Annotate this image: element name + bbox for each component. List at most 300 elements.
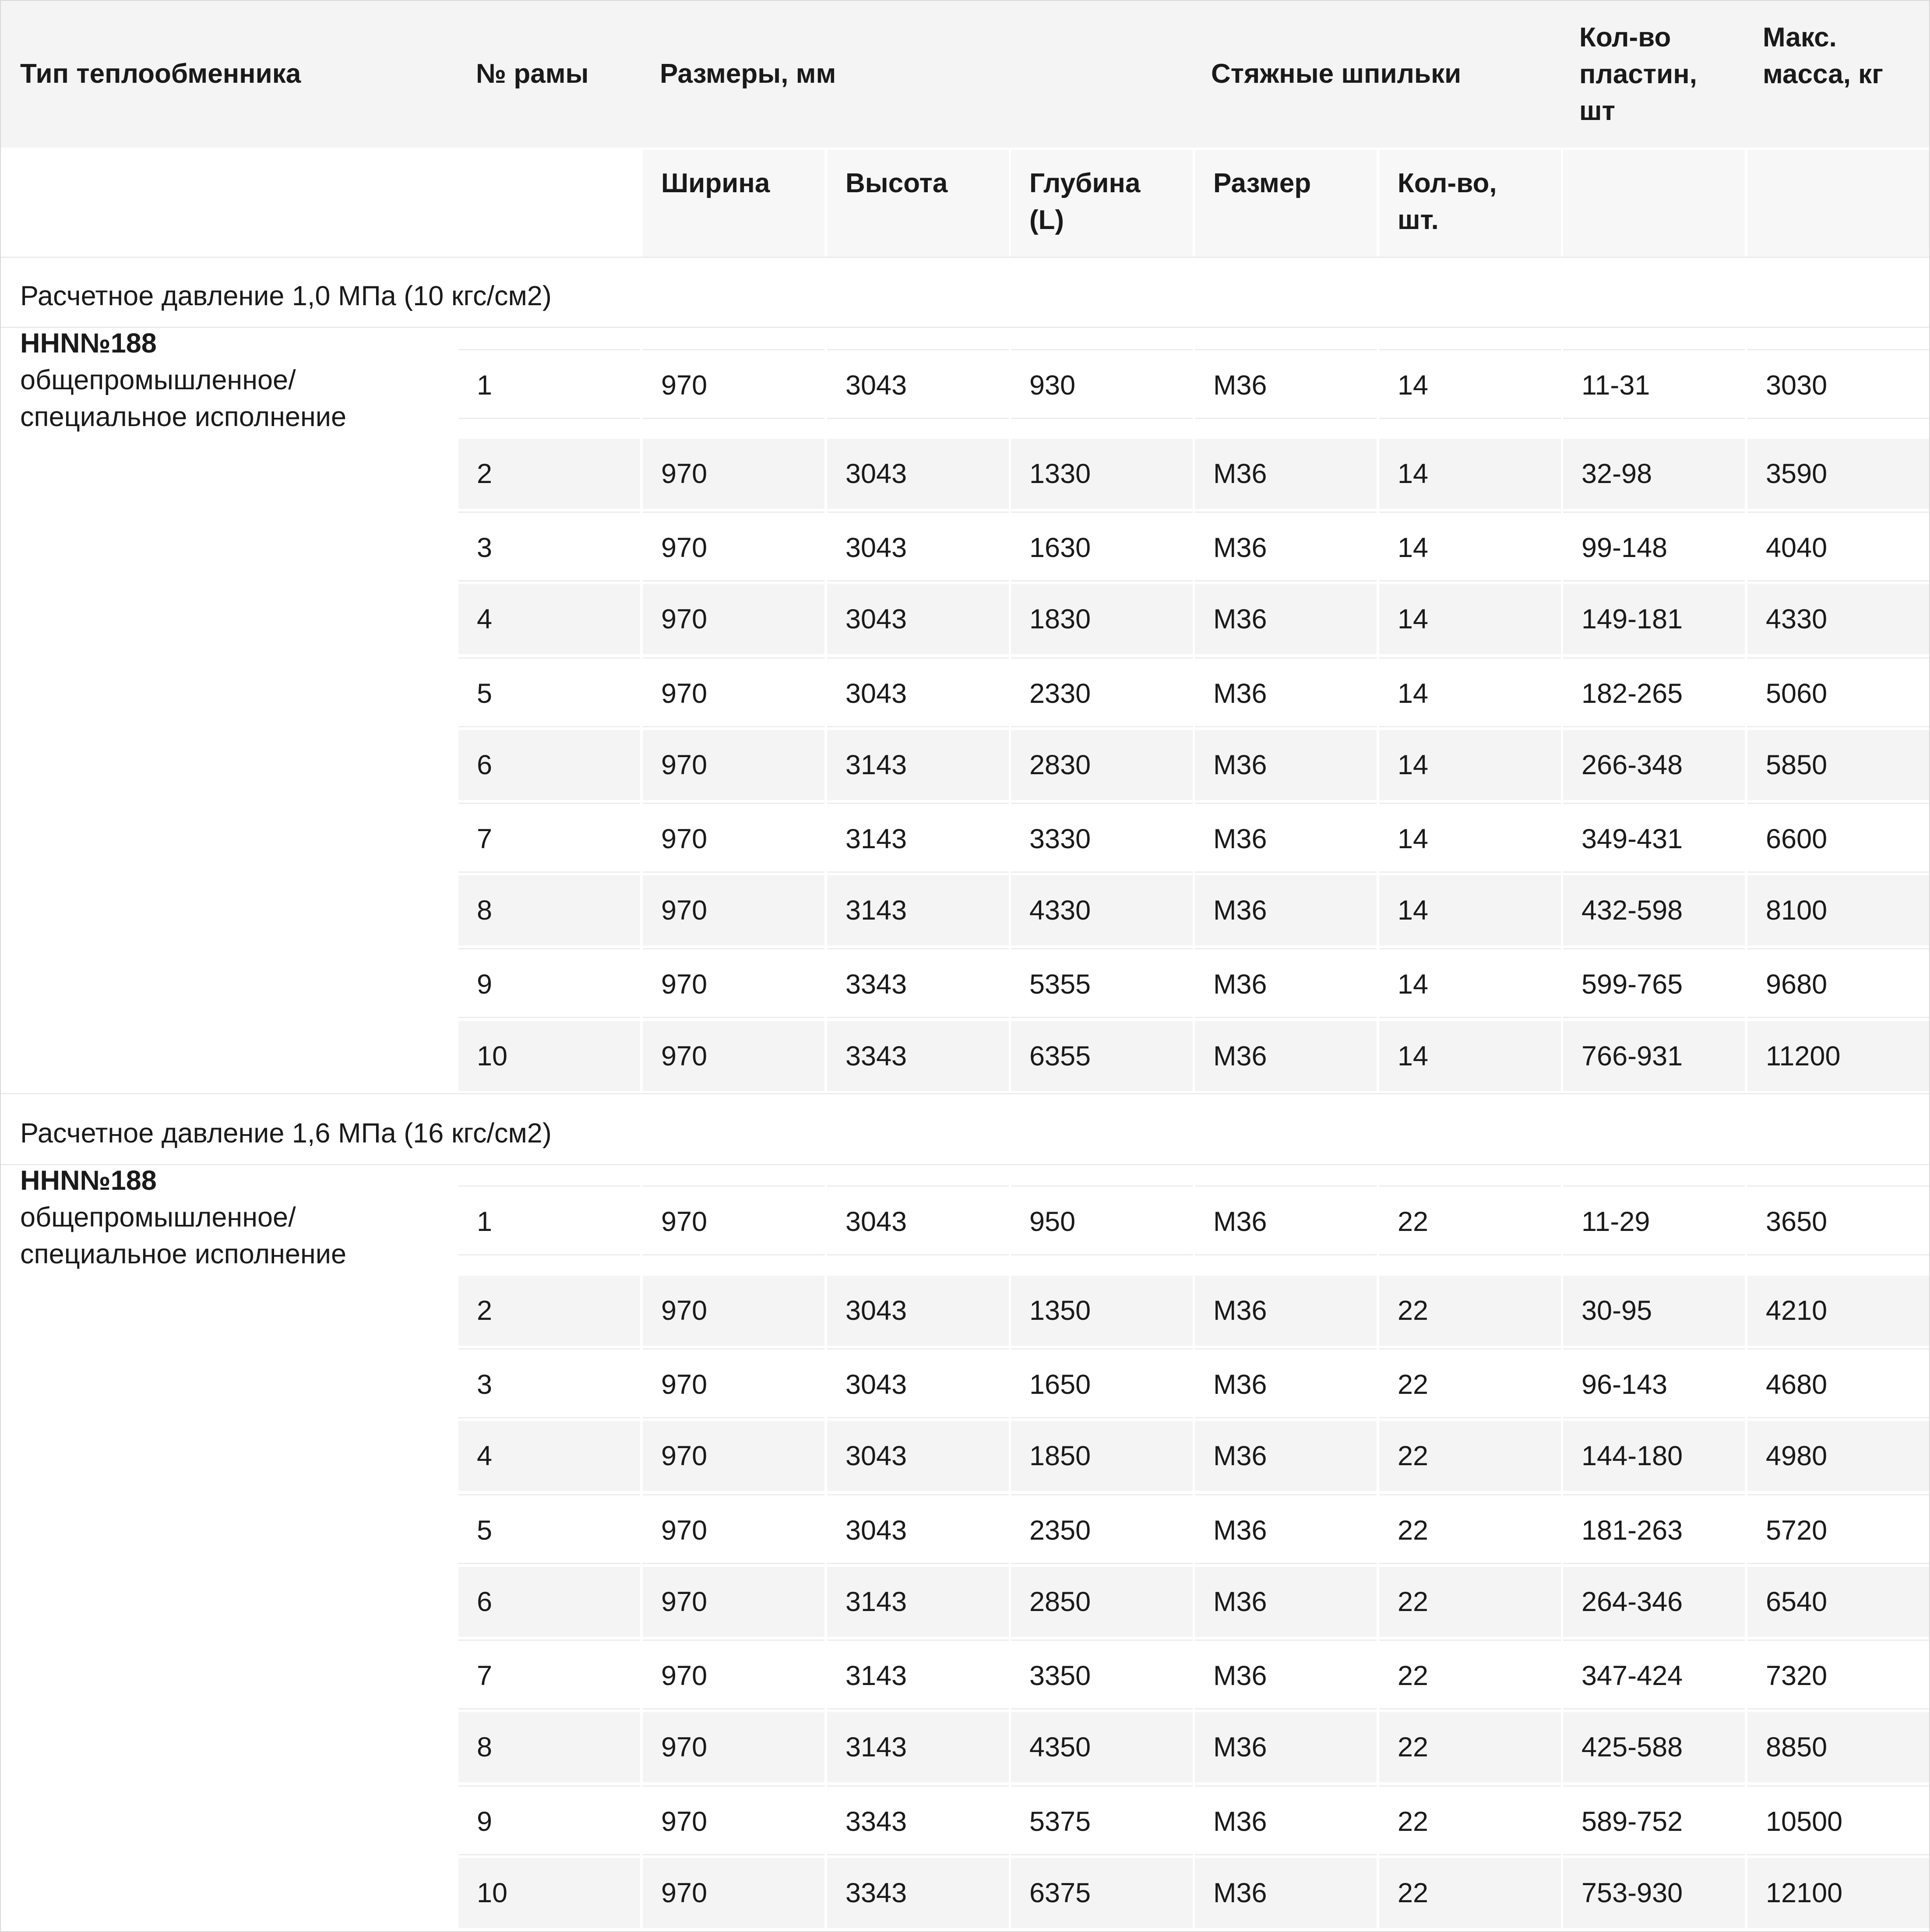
col-header-type: Тип теплообменника (20, 59, 301, 89)
cell-value: M36 (1213, 1806, 1267, 1837)
cell-value: M36 (1213, 1369, 1267, 1400)
cell-value: 11-29 (1581, 1206, 1650, 1237)
table-cell (458, 1858, 640, 1928)
table-cell (1195, 948, 1377, 1018)
table-cell (1563, 875, 1745, 945)
table-cell (1563, 657, 1745, 727)
cell-value: 22 (1398, 1206, 1429, 1237)
table-cell (1563, 1858, 1745, 1928)
col-subheader-height-text (845, 165, 947, 202)
table-cell (1563, 584, 1745, 654)
cell-value: 930 (1029, 370, 1076, 401)
table-cell (1195, 511, 1377, 582)
table-cell (827, 1639, 1009, 1710)
plates-count-line-1: Кол-во (1579, 22, 1671, 53)
cell-value: 3343 (845, 1878, 907, 1908)
cell-value: 14 (1398, 750, 1429, 780)
cell-value: 3043 (845, 1441, 907, 1471)
cell-value: 9680 (1766, 969, 1828, 1000)
table-cell (827, 730, 1009, 800)
max-mass-line-2: масса, кг (1763, 59, 1884, 89)
table-cell (827, 349, 1009, 419)
col-subheader-depth-text (1029, 165, 1140, 239)
cell-value: 14 (1398, 532, 1429, 563)
table-cell (1563, 803, 1745, 873)
cell-value: 1630 (1029, 532, 1091, 563)
table-cell (1379, 1421, 1561, 1491)
table-cell (1563, 948, 1745, 1018)
table-cell (1379, 657, 1561, 727)
cell-value: 3143 (845, 750, 907, 780)
cell-value: 970 (661, 458, 708, 489)
cell-value: 6 (477, 1586, 493, 1617)
table-cell (1011, 584, 1193, 654)
cell-value: 9 (477, 1806, 493, 1837)
col-subheader-depth-line-1: Глубина (1029, 168, 1141, 198)
table-cell (827, 657, 1009, 727)
cell-value: M36 (1213, 750, 1267, 780)
cell-value: 970 (661, 532, 708, 563)
cell-value: M36 (1213, 458, 1267, 489)
cell-value: 32-98 (1581, 458, 1652, 489)
exchanger-type-sub-line-1: общепромышленное/ (20, 365, 296, 395)
table-cell (458, 1276, 640, 1346)
cell-value: 10500 (1766, 1806, 1843, 1837)
cell-value: 3650 (1766, 1206, 1828, 1237)
exchanger-type-sub-line-1: общепромышленное/ (20, 1202, 296, 1233)
table-cell (1195, 1858, 1377, 1928)
table-cell (1747, 948, 1929, 1018)
table-cell (1011, 1421, 1193, 1491)
table-cell (1011, 349, 1193, 419)
cell-value: 181-263 (1581, 1515, 1683, 1546)
table-cell (458, 439, 640, 509)
cell-value: 11-31 (1581, 370, 1650, 401)
table-cell (643, 657, 824, 727)
cell-value: 970 (661, 750, 708, 780)
cell-value: 970 (661, 895, 708, 926)
cell-value: 11200 (1766, 1041, 1841, 1072)
cell-value: 2 (477, 458, 493, 489)
cell-value: 2 (477, 1295, 493, 1326)
table-cell (1379, 1185, 1561, 1255)
table-cell (1563, 1785, 1745, 1855)
table-cell (1563, 1712, 1745, 1782)
table-cell (1195, 439, 1377, 509)
cell-value: M36 (1213, 824, 1267, 854)
cell-value: 1330 (1029, 458, 1091, 489)
table-cell (643, 584, 824, 654)
table-cell (1747, 1276, 1929, 1346)
col-subheader-height-line-1: Высота (845, 168, 948, 198)
cell-value: 3143 (845, 1586, 907, 1617)
table-cell (1747, 730, 1929, 800)
cell-value: 10 (477, 1878, 508, 1908)
cell-value: 5850 (1766, 750, 1828, 780)
cell-value: 1 (477, 1206, 493, 1237)
table-cell (1747, 657, 1929, 727)
cell-value: 3343 (845, 969, 907, 1000)
cell-value: 1830 (1029, 604, 1091, 635)
cell-value: M36 (1213, 969, 1267, 1000)
table-cell (458, 1348, 640, 1418)
col-subheader-height (827, 150, 1009, 257)
table-cell (827, 584, 1009, 654)
table-cell (1379, 730, 1561, 800)
cell-value: 22 (1398, 1515, 1429, 1546)
cell-value: 3143 (845, 1732, 907, 1763)
cell-value: 144-180 (1581, 1441, 1683, 1471)
cell-value: 1650 (1029, 1369, 1091, 1400)
cell-value: 22 (1398, 1661, 1429, 1691)
exchanger-type-title: HHN№188 (20, 328, 157, 359)
cell-value: M36 (1213, 1295, 1267, 1326)
cell-value: M36 (1213, 1732, 1267, 1763)
cell-value: 5355 (1029, 969, 1091, 1000)
cell-value: M36 (1213, 895, 1267, 926)
cell-value: 753-930 (1581, 1878, 1683, 1908)
table-cell (1563, 511, 1745, 582)
col-subheader-qty (1379, 150, 1561, 257)
table-cell (1195, 1421, 1377, 1491)
cell-value: 3143 (845, 895, 907, 926)
table-cell (1011, 1639, 1193, 1710)
cell-value: 970 (661, 678, 708, 709)
col-subheader-empty-plates (1563, 150, 1745, 257)
cell-value: 3043 (845, 1295, 907, 1326)
table-cell (1011, 803, 1193, 873)
col-header-dimensions: Размеры, мм (660, 59, 836, 89)
cell-value: 3590 (1766, 458, 1828, 489)
table-cell (643, 1348, 824, 1418)
cell-value: 8 (477, 895, 493, 926)
table-cell (1195, 1567, 1377, 1637)
table-cell (827, 948, 1009, 1018)
cell-value: 8 (477, 1732, 493, 1763)
cell-value: 4 (477, 1441, 493, 1471)
table-cell (643, 511, 824, 582)
col-subheader-width-line-1: Ширина (661, 168, 770, 198)
table-cell (1379, 1639, 1561, 1710)
cell-value: 2330 (1029, 678, 1091, 709)
col-subheader-width (643, 150, 824, 257)
table-cell (1011, 875, 1193, 945)
cell-value: 970 (661, 1806, 708, 1837)
cell-value: 3043 (845, 458, 907, 489)
table-cell (643, 349, 824, 419)
cell-value: 3 (477, 1369, 493, 1400)
exchanger-type-1 (20, 325, 346, 435)
cell-value: 3143 (845, 1661, 907, 1691)
table-cell (643, 1276, 824, 1346)
cell-value: 970 (661, 604, 708, 635)
table-cell (458, 730, 640, 800)
header-divider (1, 257, 1929, 258)
cell-value: 3343 (845, 1806, 907, 1837)
table-cell (458, 1185, 640, 1255)
table-cell (1747, 803, 1929, 873)
table-cell (1195, 584, 1377, 654)
table-cell (1563, 1639, 1745, 1710)
cell-value: 7 (477, 824, 493, 854)
table-cell (458, 657, 640, 727)
table-cell (458, 803, 640, 873)
table-cell (1747, 511, 1929, 582)
table-cell (1195, 1639, 1377, 1710)
table-cell (827, 511, 1009, 582)
exchanger-type-title: HHN№188 (20, 1165, 157, 1196)
table-cell (1011, 439, 1193, 509)
table-cell (827, 1785, 1009, 1855)
table-cell (643, 948, 824, 1018)
table-cell (1563, 1021, 1745, 1091)
table-cell (458, 584, 640, 654)
cell-value: 3043 (845, 1369, 907, 1400)
section-label-2: Расчетное давление 1,6 МПа (16 кгс/см2) (20, 1118, 552, 1149)
cell-value: 5720 (1766, 1515, 1828, 1546)
cell-value: 8850 (1766, 1732, 1828, 1763)
col-subheader-depth-line-2: (L) (1029, 205, 1064, 235)
table-cell (1011, 1858, 1193, 1928)
cell-value: 22 (1398, 1586, 1429, 1617)
table-cell (1011, 1567, 1193, 1637)
table-cell (458, 349, 640, 419)
table-cell (1379, 1348, 1561, 1418)
cell-value: 2830 (1029, 750, 1091, 780)
cell-value: 6540 (1766, 1586, 1828, 1617)
table-cell (458, 1567, 640, 1637)
table-cell (458, 1639, 640, 1710)
table-cell (1379, 1494, 1561, 1564)
table-cell (1747, 1185, 1929, 1255)
cell-value: 12100 (1766, 1878, 1843, 1908)
plates-count-line-3: шт (1579, 96, 1616, 126)
cell-value: 3043 (845, 678, 907, 709)
section-end-divider (1, 1093, 1929, 1094)
table-cell (643, 1494, 824, 1564)
cell-value: 3350 (1029, 1661, 1091, 1691)
table-cell (1747, 1567, 1929, 1637)
table-cell (1563, 1348, 1745, 1418)
cell-value: M36 (1213, 1041, 1267, 1072)
cell-value: M36 (1213, 1878, 1267, 1908)
table-cell (1011, 1021, 1193, 1091)
table-cell (1379, 1858, 1561, 1928)
cell-value: 6375 (1029, 1878, 1091, 1908)
table-cell (1747, 1021, 1929, 1091)
cell-value: 182-265 (1581, 678, 1683, 709)
cell-value: M36 (1213, 1441, 1267, 1471)
table-cell (827, 1348, 1009, 1418)
table-cell (1195, 657, 1377, 727)
cell-value: 22 (1398, 1878, 1429, 1908)
cell-value: 970 (661, 1295, 708, 1326)
cell-value: 970 (661, 1878, 708, 1908)
table-cell (458, 1494, 640, 1564)
cell-value: 4 (477, 604, 493, 635)
cell-value: 766-931 (1581, 1041, 1683, 1072)
table-cell (1195, 349, 1377, 419)
cell-value: 4680 (1766, 1369, 1828, 1400)
table-cell (827, 1712, 1009, 1782)
cell-value: 1 (477, 370, 493, 401)
cell-value: M36 (1213, 1586, 1267, 1617)
cell-value: 3 (477, 532, 493, 563)
cell-value: 9 (477, 969, 493, 1000)
col-subheader-qty-line-2: шт. (1398, 205, 1439, 235)
table-cell (1747, 349, 1929, 419)
cell-value: 22 (1398, 1806, 1429, 1837)
table-cell (643, 1185, 824, 1255)
table-cell (643, 1785, 824, 1855)
table-cell (1379, 1785, 1561, 1855)
cell-value: 3043 (845, 370, 907, 401)
table-cell (1747, 1785, 1929, 1855)
table-cell (1379, 1567, 1561, 1637)
cell-value: 970 (661, 1441, 708, 1471)
table-cell (1379, 349, 1561, 419)
cell-value: 5 (477, 678, 493, 709)
cell-value: 4350 (1029, 1732, 1091, 1763)
table-cell (827, 1021, 1009, 1091)
table-cell (643, 1712, 824, 1782)
col-header-frame-no: № рамы (476, 59, 589, 89)
table-cell (458, 1712, 640, 1782)
col-subheader-size-line-1: Размер (1213, 168, 1311, 198)
cell-value: M36 (1213, 1661, 1267, 1691)
cell-value: 14 (1398, 604, 1429, 635)
table-cell (458, 511, 640, 582)
cell-value: 4330 (1029, 895, 1091, 926)
cell-value: 3143 (845, 824, 907, 854)
cell-value: 6 (477, 750, 493, 780)
cell-value: 4980 (1766, 1441, 1828, 1471)
exchanger-type-sub-line-2: специальное исполнение (20, 402, 346, 432)
cell-value: 149-181 (1581, 604, 1683, 635)
table-cell (1195, 730, 1377, 800)
cell-value: 99-148 (1581, 532, 1668, 563)
table-cell (1011, 1785, 1193, 1855)
table-cell (643, 875, 824, 945)
cell-value: 14 (1398, 1041, 1429, 1072)
cell-value: 3030 (1766, 370, 1828, 401)
cell-value: 14 (1398, 895, 1429, 926)
cell-value: 22 (1398, 1732, 1429, 1763)
cell-value: 8100 (1766, 895, 1828, 926)
cell-value: 7 (477, 1661, 493, 1691)
cell-value: 970 (661, 1369, 708, 1400)
cell-value: 4330 (1766, 604, 1828, 635)
cell-value: 970 (661, 1041, 708, 1072)
col-header-max-mass (1763, 19, 1883, 93)
col-subheader-empty-mass (1747, 150, 1929, 257)
table-cell (1563, 730, 1745, 800)
cell-value: 589-752 (1581, 1806, 1683, 1837)
table-cell (1195, 1276, 1377, 1346)
cell-value: 970 (661, 1661, 708, 1691)
table-cell (1011, 511, 1193, 582)
cell-value: 970 (661, 1732, 708, 1763)
cell-value: 3043 (845, 604, 907, 635)
cell-value: 14 (1398, 370, 1429, 401)
col-header-tie-rods: Стяжные шпильки (1211, 59, 1462, 89)
table-cell (1747, 1712, 1929, 1782)
plates-count-line-2: пластин, (1579, 59, 1697, 89)
table-cell (827, 803, 1009, 873)
table-cell (827, 1858, 1009, 1928)
table-cell (1195, 1021, 1377, 1091)
table-cell (643, 730, 824, 800)
table-cell (643, 1639, 824, 1710)
cell-value: 2850 (1029, 1586, 1091, 1617)
cell-value: 264-346 (1581, 1586, 1683, 1617)
table-cell (458, 1421, 640, 1491)
table-cell (1195, 1712, 1377, 1782)
cell-value: 5 (477, 1515, 493, 1546)
col-subheader-width-text (661, 165, 770, 202)
table-cell (643, 439, 824, 509)
table-cell (458, 1785, 640, 1855)
cell-value: 970 (661, 1515, 708, 1546)
table-cell (1747, 439, 1929, 509)
table-cell (1563, 1421, 1745, 1491)
col-subheader-size-text (1213, 165, 1311, 202)
cell-value: 1350 (1029, 1295, 1091, 1326)
cell-value: 266-348 (1581, 750, 1683, 780)
cell-value: 5375 (1029, 1806, 1091, 1837)
col-subheader-qty-line-1: Кол-во, (1398, 168, 1497, 198)
table-cell (1011, 1276, 1193, 1346)
cell-value: 7320 (1766, 1661, 1828, 1691)
table-cell (1747, 1348, 1929, 1418)
cell-value: 970 (661, 824, 708, 854)
table-cell (827, 1185, 1009, 1255)
cell-value: 3330 (1029, 824, 1091, 854)
table-cell (643, 1567, 824, 1637)
table-cell (1379, 511, 1561, 582)
table-cell (1379, 803, 1561, 873)
cell-value: 950 (1029, 1206, 1076, 1237)
cell-value: 14 (1398, 458, 1429, 489)
cell-value: 4210 (1766, 1295, 1828, 1326)
table-cell (827, 1567, 1009, 1637)
cell-value: 6600 (1766, 824, 1828, 854)
table-cell (1011, 657, 1193, 727)
table-cell (1011, 948, 1193, 1018)
cell-value: 425-588 (1581, 1732, 1683, 1763)
cell-value: 3043 (845, 1206, 907, 1237)
cell-value: 3343 (845, 1041, 907, 1072)
max-mass-line-1: Макс. (1763, 22, 1837, 53)
table-cell (1747, 1421, 1929, 1491)
table-cell (1195, 1348, 1377, 1418)
table-cell (1379, 439, 1561, 509)
table-cell (1011, 730, 1193, 800)
table-cell (1747, 1494, 1929, 1564)
cell-value: 432-598 (1581, 895, 1683, 926)
table-cell (1563, 1494, 1745, 1564)
col-subheader-depth (1011, 150, 1193, 257)
cell-value: 22 (1398, 1295, 1429, 1326)
cell-value: 3043 (845, 1515, 907, 1546)
table-cell (827, 439, 1009, 509)
table-cell (1747, 1639, 1929, 1710)
cell-value: 970 (661, 1586, 708, 1617)
table-cell (1379, 1021, 1561, 1091)
cell-value: M36 (1213, 678, 1267, 709)
cell-value: 3043 (845, 532, 907, 563)
table-cell (1563, 1276, 1745, 1346)
